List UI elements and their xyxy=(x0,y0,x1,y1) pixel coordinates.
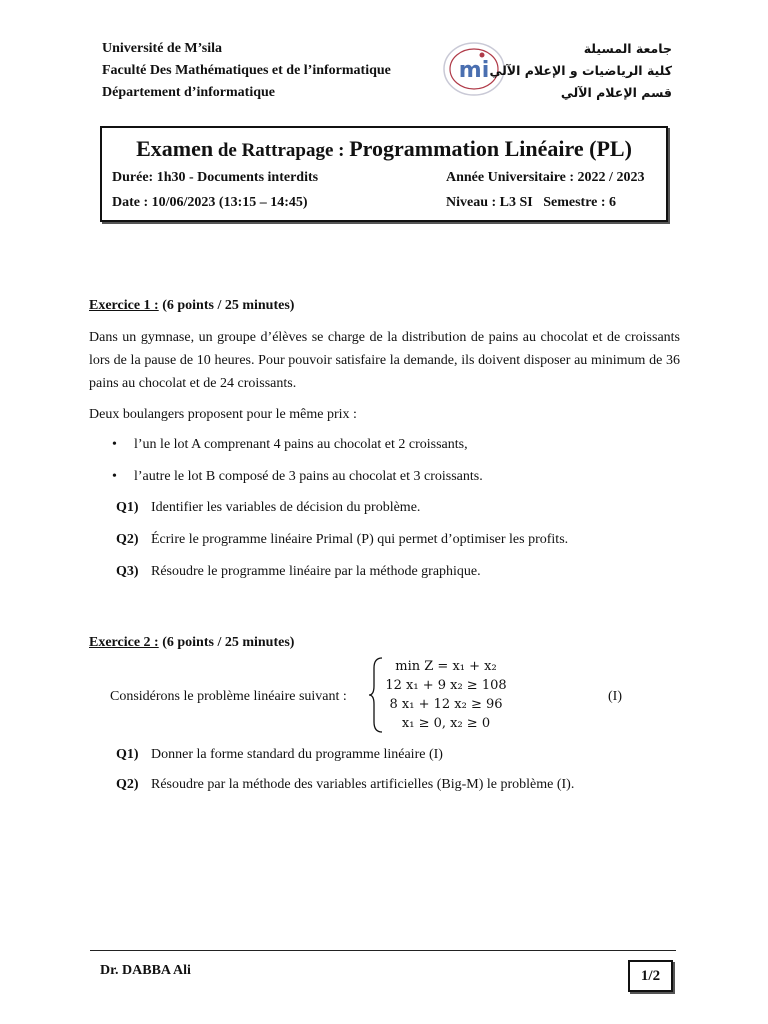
department-name-fr: Département d’informatique xyxy=(102,85,276,100)
non-negativity-constraint: x₁ ≥ 0, x₂ ≥ 0 xyxy=(401,716,491,731)
exercise-1-question-2 xyxy=(116,532,568,548)
faculty-name-fr: Faculté Des Mathématiques et de l’informatique xyxy=(102,63,391,78)
bullet-text: l’autre le lot B composé de 3 pains au chocolat et 3 croissants. xyxy=(134,469,483,484)
author-name: Dr. DABBA Ali xyxy=(100,963,191,978)
header-left xyxy=(102,38,391,104)
university-name-fr: Université de M’sila xyxy=(102,41,223,56)
university-name-ar: جامعة المسيلة xyxy=(583,41,672,56)
exercise-1-title: Exercice 1 : xyxy=(89,298,159,313)
exam-row-2 xyxy=(112,195,660,211)
exercise-2-question-2 xyxy=(116,777,574,793)
exam-date: Date : 10/06/2023 (13:15 – 14:45) xyxy=(112,195,308,210)
exam-title-part-c: Programmation Linéaire (PL) xyxy=(349,136,632,161)
exercise-1-points: (6 points / 25 minutes) xyxy=(158,298,295,313)
exercise-1-question-3 xyxy=(116,564,481,580)
system-label: (I) xyxy=(608,689,622,704)
logo-text: mi xyxy=(458,58,490,83)
exercise-2-heading xyxy=(89,635,294,651)
exercise-1-paragraph-1: Dans un gymnase, un groupe d’élèves se charge de la distribution de pains au chocolat et de croissants lors de la pause de 10 heures. Pour pouvoir satisfaire la demande, ils doivent disposer au minimum de 36 pains au chocolat et de 24 croissants. xyxy=(89,330,680,391)
academic-year: Année Universitaire : 2022 / 2023 xyxy=(446,170,645,185)
bullet-icon: • xyxy=(112,469,117,484)
linear-system xyxy=(383,657,509,733)
exercise-1-paragraph-2: Deux boulangers proposent pour le même prix : xyxy=(89,407,357,422)
system-brace xyxy=(368,656,384,734)
exam-title xyxy=(102,136,666,162)
constraint-1: 12 x₁ + 9 x₂ ≥ 108 xyxy=(385,678,507,693)
exercise-2-question-1 xyxy=(116,747,443,763)
question-label: Q1) xyxy=(116,747,139,762)
question-label: Q1) xyxy=(116,500,139,515)
question-text: Donner la forme standard du programme linéaire (I) xyxy=(151,747,443,762)
question-text: Résoudre le programme linéaire par la méthode graphique. xyxy=(151,564,481,579)
header-right xyxy=(489,38,672,104)
constraint-2: 8 x₁ + 12 x₂ ≥ 96 xyxy=(389,697,503,712)
exam-row-1 xyxy=(112,170,660,186)
faculty-name-ar: كلية الرياضيات و الإعلام الآلي xyxy=(489,63,672,78)
question-label: Q3) xyxy=(116,564,139,579)
exam-duration: Durée: 1h30 - Documents interdits xyxy=(112,170,319,185)
exam-title-part-b: de Rattrapage : xyxy=(213,140,350,161)
exercise-1-question-1 xyxy=(116,500,420,516)
department-name-ar: قسم الإعلام الآلي xyxy=(560,85,672,100)
bullet-icon: • xyxy=(112,437,117,452)
question-text: Identifier les variables de décision du problème. xyxy=(151,500,421,515)
exercise-2-points: (6 points / 25 minutes) xyxy=(158,635,295,650)
question-label: Q2) xyxy=(116,532,139,547)
page-number: 1/2 xyxy=(628,960,673,992)
exercise-1-heading xyxy=(89,298,294,314)
bullet-text: l’un le lot A comprenant 4 pains au chocolat et 2 croissants, xyxy=(134,437,468,452)
question-text: Écrire le programme linéaire Primal (P) qui permet d’optimiser les profits. xyxy=(151,532,569,547)
exercise-2-title: Exercice 2 : xyxy=(89,635,159,650)
list-item xyxy=(112,469,483,485)
exam-info-box xyxy=(100,126,668,222)
exam-title-part-a: Examen xyxy=(136,136,214,161)
question-label: Q2) xyxy=(116,777,139,792)
exam-level: Niveau : L3 SI Semestre : 6 xyxy=(446,195,617,210)
list-item xyxy=(112,437,468,453)
footer-divider xyxy=(90,950,676,951)
exercise-2-intro: Considérons le problème linéaire suivant : xyxy=(110,689,347,704)
question-text: Résoudre par la méthode des variables artificielles (Big-M) le problème (I). xyxy=(151,777,575,792)
objective-function: min Z = x₁ + x₂ xyxy=(395,659,497,674)
